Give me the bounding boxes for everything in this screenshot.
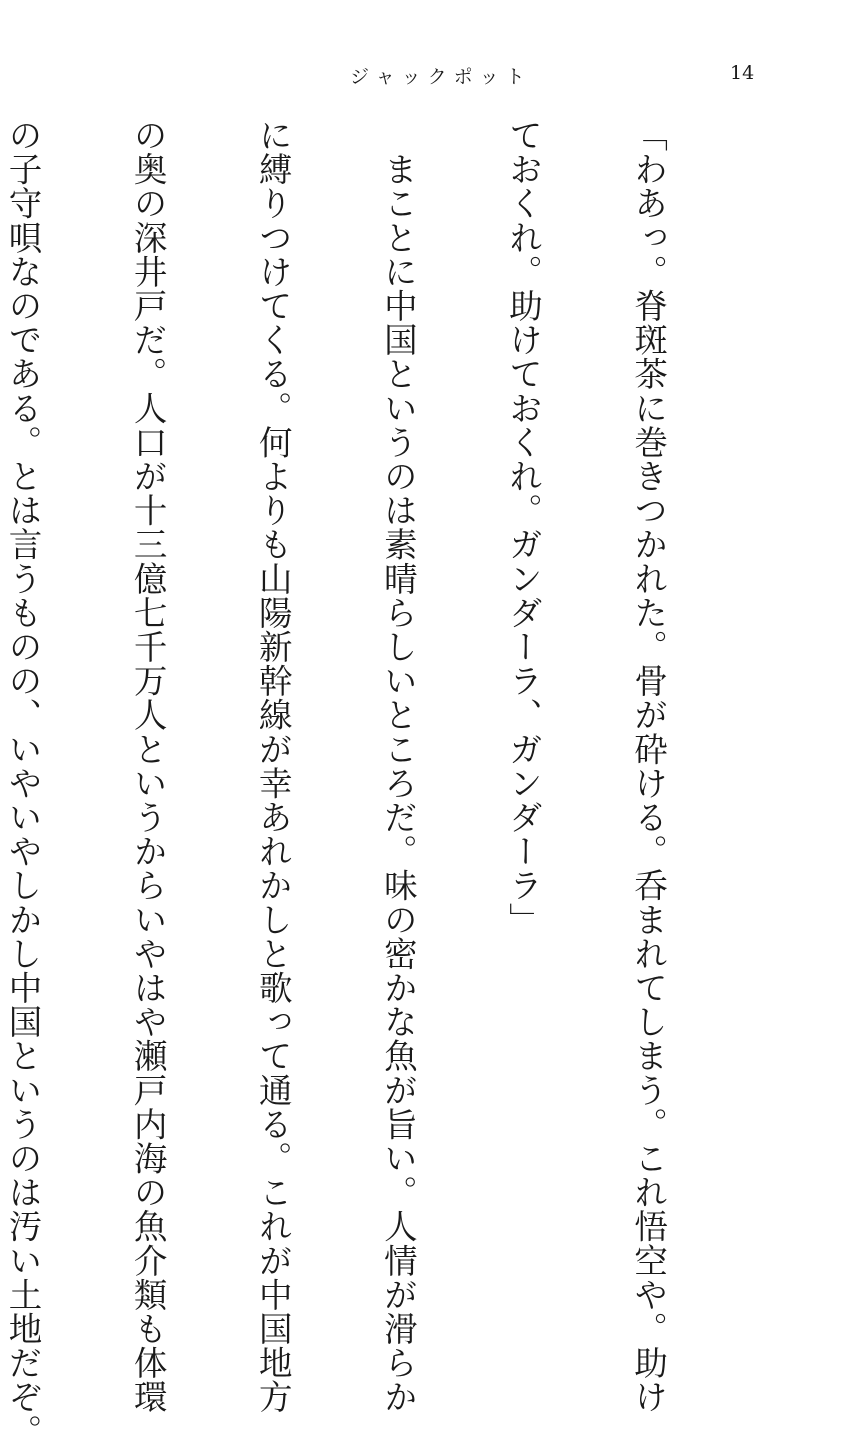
page-number: 14 xyxy=(730,62,755,84)
text-line: の子守唄なのである。とは言うものの、いやいやしかし中国というのは汚い土地だぞ。 xyxy=(3,118,43,1448)
text-line: に縛りつけてくる。何よりも山陽新幹線が幸あれかしと歌って通る。これが中国地方 xyxy=(253,118,293,1414)
text-line: ておくれ。助けておくれ。ガンダーラ、ガンダーラ」 xyxy=(503,118,543,937)
text-line: まことに中国というのは素晴らしいところだ。味の密かな魚が旨い。人情が滑らか xyxy=(378,118,418,1414)
running-title: ジャックポット xyxy=(350,66,532,88)
text-line: 「わあっ。脊斑茶に巻きつかれた。骨が砕ける。呑まれてしまう。これ悟空や。助け xyxy=(628,118,668,1414)
text-line: の奥の深井戸だ。人口が十三億七千万人というからいやはや瀬戸内海の魚介類も体環 xyxy=(128,118,168,1414)
body-text xyxy=(3,118,752,1448)
